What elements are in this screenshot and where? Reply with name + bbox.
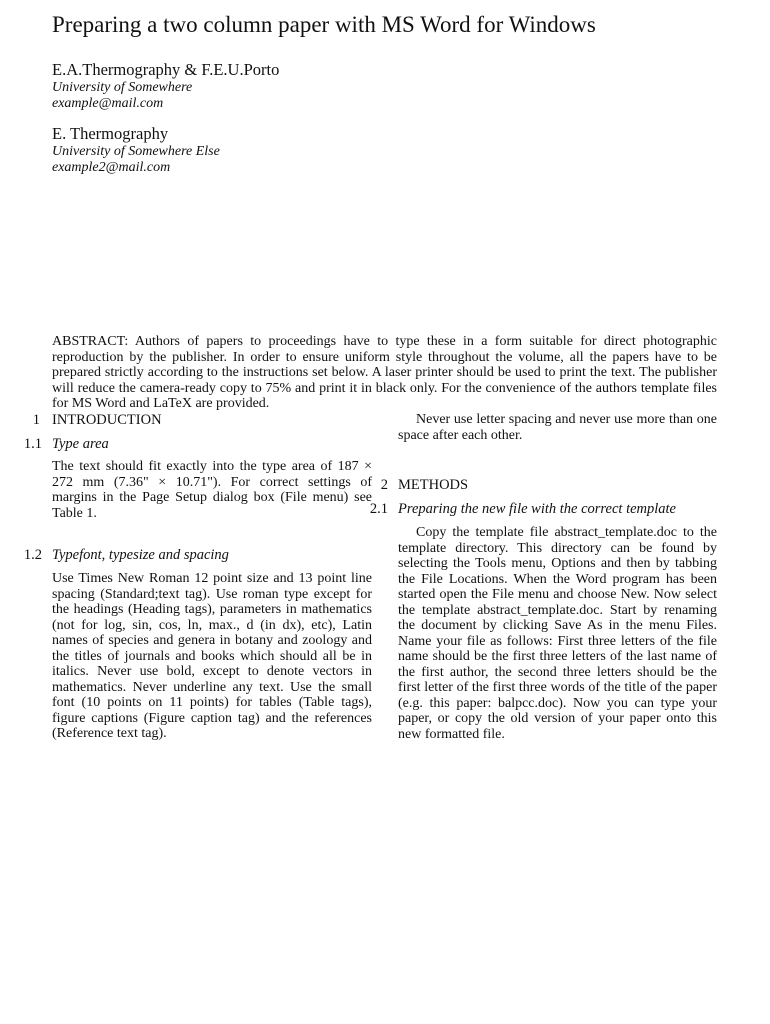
author-affiliation: University of Somewhere Else xyxy=(52,144,220,159)
section-heading-methods: METHODS xyxy=(398,477,469,493)
subsection-heading-typefont: Typefont, typesize and spacing xyxy=(52,547,229,563)
author-name: E.A.Thermography & F.E.U.Porto xyxy=(52,60,280,79)
section-number: 1 xyxy=(32,412,40,428)
subsection-number: 1.1 xyxy=(23,436,42,452)
author-affiliation: University of Somewhere xyxy=(52,80,193,95)
section-heading-introduction: INTRODUCTION xyxy=(52,412,162,428)
author-block-2 xyxy=(52,124,220,176)
subsection-number: 1.2 xyxy=(23,547,42,563)
section-number: 2 xyxy=(380,477,388,493)
author-name: E. Thermography xyxy=(52,124,169,143)
abstract: ABSTRACT: Authors of papers to proceedings have to type these in a form suitable for direct photographic reproduction by the publisher. In order to ensure uniform style throughout the volume, all the papers have to be prepared strictly according to the instructions set below. A laser printer should be used to print the text. The publisher will reduce the camera-ready copy to 75% and print it in black only. For the convenience of the authors template files for MS Word and LaTeX are provided. xyxy=(52,334,717,412)
paper-title: Preparing a two column paper with MS Word for Windows xyxy=(52,12,596,37)
subsection-heading-type-area: Type area xyxy=(52,436,109,452)
paragraph-type-area: The text should fit exactly into the type area of 187 × 272 mm (7.36" × 10.71"). For correct settings of margins in the Page Setup dialog box (File menu) see Table 1. xyxy=(52,459,372,521)
author-block-1 xyxy=(52,60,279,112)
subsection-heading-template: Preparing the new file with the correct template xyxy=(398,501,676,517)
author-email: example@mail.com xyxy=(52,96,164,111)
subsection-number: 2.1 xyxy=(369,501,388,517)
paragraph-spacing-note: Never use letter spacing and never use more than one space after each other. xyxy=(398,412,717,443)
author-email: example2@mail.com xyxy=(52,160,171,175)
paragraph-template: Copy the template file abstract_template.doc to the template directory. This directory can be found by selecting the Tools menu, Options and then by tabbing the File Locations. When the Word program has been started open the File menu and choose New. Now select the template abstract_template.doc. Start by renaming the document by clicking Save As in the menu Files. Name your file as follows: First three letters of the file name should be the first three letters of the last name of the first author, the second three letters should be the first letter of the first three words of the title of the paper (e.g. this paper: balpcc.doc). Now you can type your paper, or copy the old version of your paper onto this new formatted file. xyxy=(398,525,717,742)
paragraph-typefont: Use Times New Roman 12 point size and 13 point line spacing (Standard;text tag). Use roman type except for the headings (Heading tags), parameters in mathematics (not for log, sin, cos, ln, max., d (in dx), etc), Latin names of species and genera in botany and zoology and the titles of journals and books which should all be in italics. Never use bold, except to denote vectors in mathematics. Never underline any text. Use the small font (10 points on 11 points) for tables (Table tags), figure captions (Figure caption tag) and the references (Reference text tag). xyxy=(52,571,372,741)
